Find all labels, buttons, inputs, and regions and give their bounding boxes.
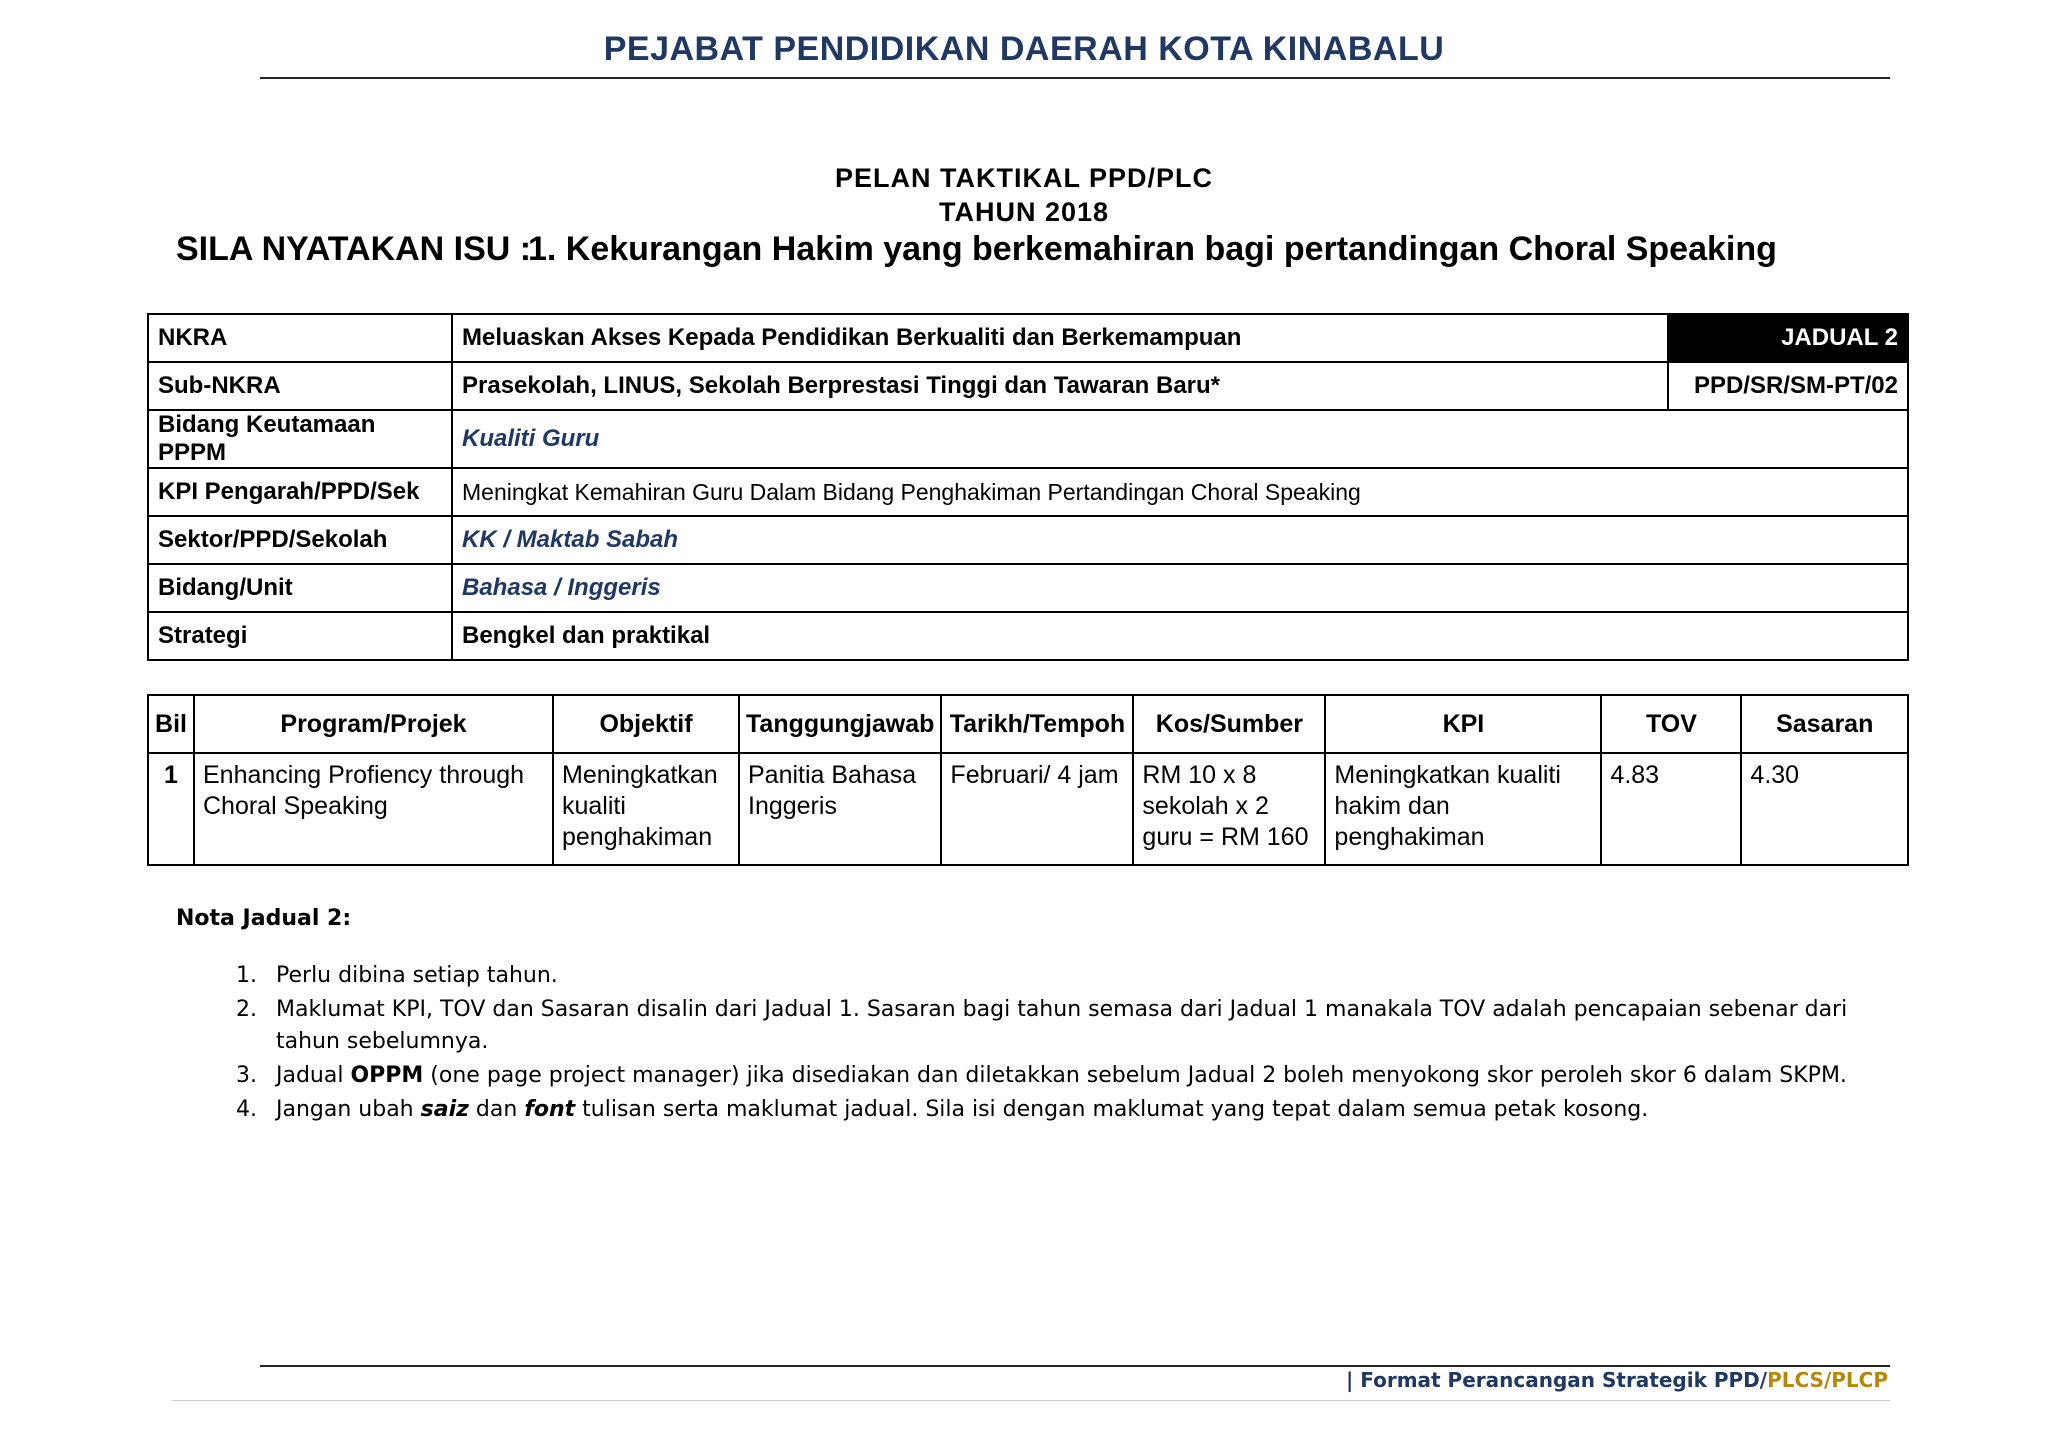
table-cell: Meningkatkan kualiti penghakiman [553, 753, 739, 865]
footer-bottom-divider [172, 1400, 1890, 1401]
column-header: KPI [1325, 695, 1601, 753]
note-item: 2. Maklumat KPI, TOV dan Sasaran disalin dari Jadual 1. Sasaran bagi tahun semasa dari Jadual 1 manakala TOV adalah pencapaian sebenar dari tahun sebelumnya. [264, 994, 1884, 1058]
info-row [148, 564, 1908, 612]
header-title: PEJABAT PENDIDIKAN DAERAH KOTA KINABALU [603, 30, 1445, 68]
info-row [148, 314, 1908, 362]
jadual-badge: JADUAL 2 [1668, 314, 1908, 362]
info-value: Bahasa / Inggeris [452, 564, 1908, 612]
column-header: Objektif [553, 695, 739, 753]
table-row [148, 753, 1908, 865]
table-cell: Februari/ 4 jam [941, 753, 1133, 865]
footer-accent: PLCS/PLCP [1767, 1368, 1888, 1392]
column-header: Tarikh/Tempoh [941, 695, 1133, 753]
info-row [148, 516, 1908, 564]
info-label: Sektor/PPD/Sekolah [148, 516, 452, 564]
table-header-row [148, 695, 1908, 753]
info-row [148, 362, 1908, 410]
info-row [148, 410, 1908, 468]
info-value: Meluaskan Akses Kepada Pendidikan Berkualiti dan Berkemampuan [452, 314, 1668, 362]
info-value: Meningkat Kemahiran Guru Dalam Bidang Penghakiman Pertandingan Choral Speaking [452, 468, 1908, 516]
notes-title: Nota Jadual 2: [176, 906, 352, 931]
table-cell: Meningkatkan kualiti hakim dan penghakiman [1325, 753, 1601, 865]
table-cell: Enhancing Profiency through Choral Speaking [194, 753, 553, 865]
column-header: Program/Projek [194, 695, 553, 753]
header-divider [260, 77, 1890, 79]
notes-list [214, 960, 1884, 1126]
info-row [148, 612, 1908, 660]
info-value: Prasekolah, LINUS, Sekolah Berprestasi Tinggi dan Tawaran Baru* [452, 362, 1668, 410]
info-row [148, 468, 1908, 516]
info-value: KK / Maktab Sabah [452, 516, 1908, 564]
table-cell: 4.30 [1741, 753, 1908, 865]
info-label: Strategi [148, 612, 452, 660]
info-label: Sub-NKRA [148, 362, 452, 410]
info-label: NKRA [148, 314, 452, 362]
column-header: Sasaran [1741, 695, 1908, 753]
issue-label: SILA NYATAKAN ISU : [176, 230, 532, 268]
table-cell: Panitia Bahasa Inggeris [739, 753, 941, 865]
info-label: Bidang Keutamaan PPPM [148, 410, 452, 468]
note-item: 1. Perlu dibina setiap tahun. [264, 960, 1884, 992]
footer-text [1346, 1368, 1888, 1392]
info-label: Bidang/Unit [148, 564, 452, 612]
note-item: 4. Jangan ubah saiz dan font tulisan serta maklumat jadual. Sila isi dengan maklumat yang tepat dalam semua petak kosong. [264, 1094, 1884, 1126]
column-header: Kos/Sumber [1133, 695, 1325, 753]
info-label: KPI Pengarah/PPD/Sek [148, 468, 452, 516]
table-cell: 1 [148, 753, 194, 865]
plan-year: TAHUN 2018 [938, 197, 1110, 227]
column-header: Bil [148, 695, 194, 753]
column-header: TOV [1601, 695, 1741, 753]
footer-prefix: | Format Perancangan Strategik PPD/ [1345, 1368, 1768, 1392]
info-table [147, 313, 1909, 661]
table-cell: RM 10 x 8 sekolah x 2 guru = RM 160 [1133, 753, 1325, 865]
note-item: 3. Jadual OPPM (one page project manager) jika disediakan dan diletakkan sebelum Jadual 2 boleh menyokong skor peroleh skor 6 dalam SKPM. [264, 1060, 1884, 1092]
info-value: Bengkel dan praktikal [452, 612, 1908, 660]
document-code: PPD/SR/SM-PT/02 [1668, 362, 1908, 410]
plan-title: PELAN TAKTIKAL PPD/PLC [834, 163, 1213, 193]
footer-divider [260, 1365, 1890, 1367]
table-cell: 4.83 [1601, 753, 1741, 865]
info-value: Kualiti Guru [452, 410, 1908, 468]
program-table [147, 694, 1909, 866]
column-header: Tanggungjawab [739, 695, 941, 753]
issue-text: 1. Kekurangan Hakim yang berkemahiran bagi pertandingan Choral Speaking [528, 230, 1777, 268]
